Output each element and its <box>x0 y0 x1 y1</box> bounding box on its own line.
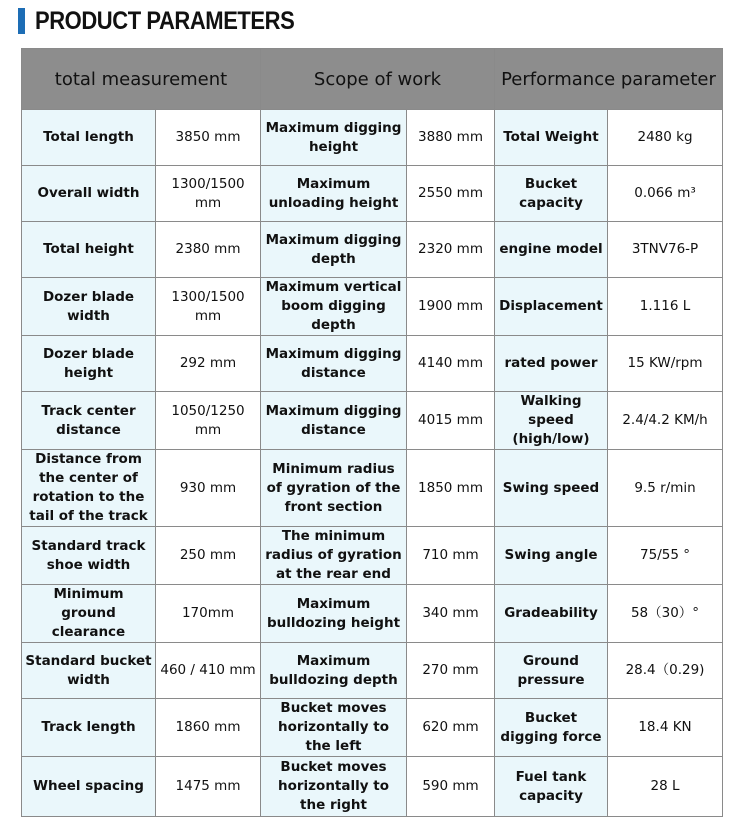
scope-value: 4015 mm <box>407 392 495 450</box>
table-row <box>22 110 723 166</box>
measurement-value: 1300/1500 mm <box>156 166 261 222</box>
performance-label: Ground pressure <box>495 643 608 699</box>
performance-value: 2480 kg <box>608 110 723 166</box>
header-scope-of-work: Scope of work <box>261 49 495 110</box>
measurement-label: Total length <box>22 110 156 166</box>
performance-label: engine model <box>495 222 608 278</box>
header-total-measurement: total measurement <box>22 49 261 110</box>
measurement-value: 1300/1500 mm <box>156 278 261 336</box>
scope-value: 590 mm <box>407 757 495 817</box>
header-performance-parameter: Performance parameter <box>495 49 723 110</box>
measurement-value: 170mm <box>156 585 261 643</box>
performance-label: Fuel tank capacity <box>495 757 608 817</box>
performance-value: 75/55 ° <box>608 527 723 585</box>
measurement-label: Dozer blade width <box>22 278 156 336</box>
performance-label: Total Weight <box>495 110 608 166</box>
performance-value: 3TNV76-P <box>608 222 723 278</box>
scope-label: Maximum unloading height <box>261 166 407 222</box>
product-parameters-table <box>21 48 723 817</box>
table-row <box>22 278 723 336</box>
scope-label: Maximum bulldozing height <box>261 585 407 643</box>
scope-value: 2320 mm <box>407 222 495 278</box>
performance-label: Walking speed (high/low) <box>495 392 608 450</box>
table-row <box>22 757 723 817</box>
scope-value: 4140 mm <box>407 336 495 392</box>
performance-label: Bucket capacity <box>495 166 608 222</box>
measurement-value: 930 mm <box>156 450 261 527</box>
measurement-label: Minimum ground clearance <box>22 585 156 643</box>
performance-value: 2.4/4.2 KM/h <box>608 392 723 450</box>
table-row <box>22 336 723 392</box>
performance-value: 18.4 KN <box>608 699 723 757</box>
performance-label: Swing angle <box>495 527 608 585</box>
measurement-value: 292 mm <box>156 336 261 392</box>
measurement-value: 3850 mm <box>156 110 261 166</box>
measurement-value: 1475 mm <box>156 757 261 817</box>
title-accent-bar <box>18 8 25 34</box>
scope-value: 710 mm <box>407 527 495 585</box>
scope-value: 620 mm <box>407 699 495 757</box>
scope-label: Maximum bulldozing depth <box>261 643 407 699</box>
scope-label: Maximum digging height <box>261 110 407 166</box>
performance-label: Displacement <box>495 278 608 336</box>
performance-label: Bucket digging force <box>495 699 608 757</box>
measurement-label: Total height <box>22 222 156 278</box>
table-row <box>22 527 723 585</box>
measurement-label: Overall width <box>22 166 156 222</box>
measurement-value: 2380 mm <box>156 222 261 278</box>
scope-label: The minimum radius of gyration at the rear end <box>261 527 407 585</box>
measurement-value: 1860 mm <box>156 699 261 757</box>
measurement-label: Track length <box>22 699 156 757</box>
scope-label: Maximum digging depth <box>261 222 407 278</box>
table-row <box>22 166 723 222</box>
measurement-value: 1050/1250 mm <box>156 392 261 450</box>
table-row <box>22 450 723 527</box>
measurement-label: Track center distance <box>22 392 156 450</box>
table-row <box>22 643 723 699</box>
measurement-value: 460 / 410 mm <box>156 643 261 699</box>
section-title <box>18 6 330 36</box>
performance-value: 28.4（0.29) <box>608 643 723 699</box>
scope-label: Minimum radius of gyration of the front section <box>261 450 407 527</box>
performance-value: 28 L <box>608 757 723 817</box>
table-row <box>22 585 723 643</box>
performance-label: Swing speed <box>495 450 608 527</box>
scope-value: 1850 mm <box>407 450 495 527</box>
table-body <box>22 110 723 817</box>
measurement-label: Standard bucket width <box>22 643 156 699</box>
measurement-label: Distance from the center of rotation to the tail of the track <box>22 450 156 527</box>
scope-label: Maximum digging distance <box>261 336 407 392</box>
scope-value: 340 mm <box>407 585 495 643</box>
scope-value: 1900 mm <box>407 278 495 336</box>
page-title: PRODUCT PARAMETERS <box>35 6 295 35</box>
measurement-value: 250 mm <box>156 527 261 585</box>
measurement-label: Standard track shoe width <box>22 527 156 585</box>
scope-label: Bucket moves horizontally to the left <box>261 699 407 757</box>
table-row <box>22 392 723 450</box>
measurement-label: Dozer blade height <box>22 336 156 392</box>
performance-value: 0.066 m³ <box>608 166 723 222</box>
scope-value: 3880 mm <box>407 110 495 166</box>
performance-value: 9.5 r/min <box>608 450 723 527</box>
scope-label: Maximum vertical boom digging depth <box>261 278 407 336</box>
scope-label: Bucket moves horizontally to the right <box>261 757 407 817</box>
scope-value: 2550 mm <box>407 166 495 222</box>
table-row <box>22 699 723 757</box>
scope-value: 270 mm <box>407 643 495 699</box>
performance-value: 58（30）° <box>608 585 723 643</box>
table-row <box>22 222 723 278</box>
scope-label: Maximum digging distance <box>261 392 407 450</box>
measurement-label: Wheel spacing <box>22 757 156 817</box>
performance-label: Gradeability <box>495 585 608 643</box>
performance-value: 1.116 L <box>608 278 723 336</box>
performance-value: 15 KW/rpm <box>608 336 723 392</box>
table-header-row <box>22 49 723 110</box>
performance-label: rated power <box>495 336 608 392</box>
